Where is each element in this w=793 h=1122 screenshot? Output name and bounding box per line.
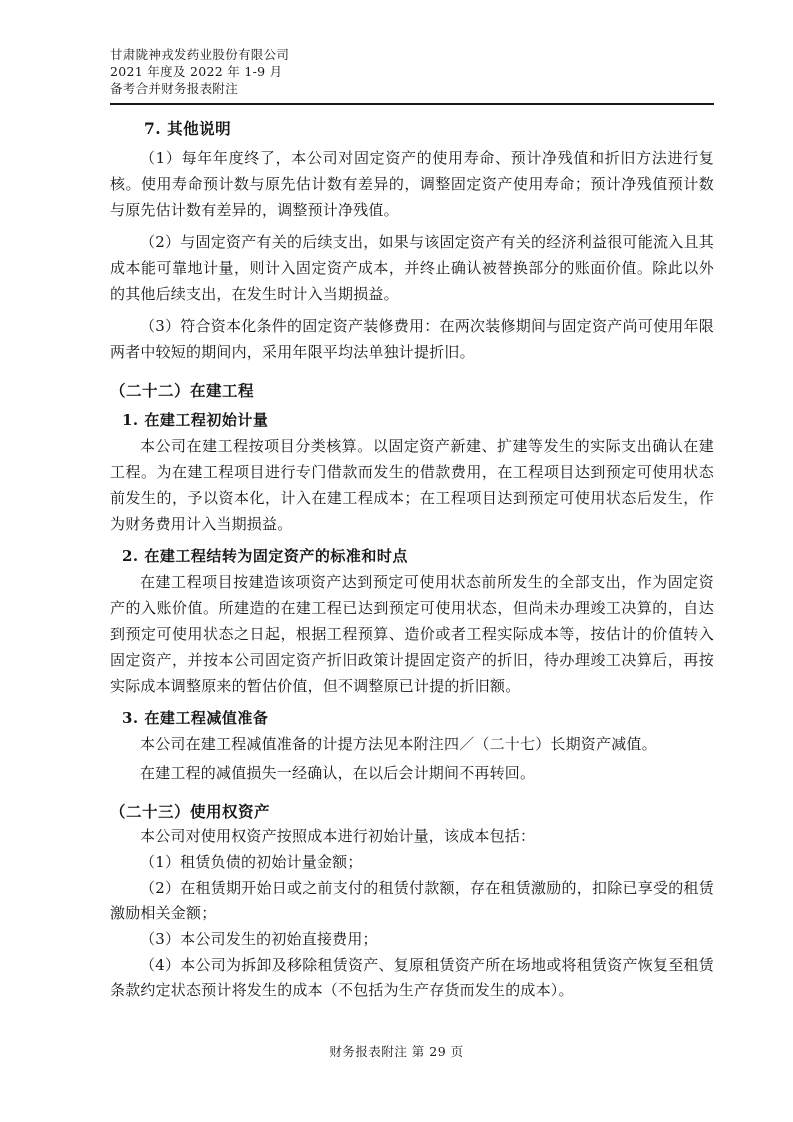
page-content xyxy=(110,46,714,1004)
header-report-period: 2021 年度及 2022 年 1-9 月 xyxy=(110,64,283,79)
subheading-cip-impairment: 3. 在建工程减值准备 xyxy=(122,709,269,727)
footer-page-label: 财务报表附注 第 29 页 xyxy=(329,1044,464,1059)
doc-body xyxy=(110,117,714,1003)
paragraph-cip-initial-measurement: 本公司在建工程按项目分类核算。以固定资产新建、扩建等发生的实际支出确认在建工程。为在建工程项目进行专门借款而发生的借款费用，在工程项目达到预定可使用状态前发生的，予以资本化，计入在建工程成本；在工程项目达到预定可使用状态后发生，作为财务费用计入当期损益。 xyxy=(110,437,714,533)
heading-construction-in-progress: （二十二）在建工程 xyxy=(110,381,255,400)
heading-right-of-use-assets: （二十三）使用权资产 xyxy=(110,802,271,821)
paragraph-rou-intro: 本公司对使用权资产按照成本进行初始计量，该成本包括： xyxy=(140,827,536,845)
heading-other-notes: 7. 其他说明 xyxy=(144,119,232,138)
header-company-name: 甘肃陇神戎发药业股份有限公司 xyxy=(110,47,290,62)
subheading-cip-transfer-criteria: 2. 在建工程结转为固定资产的标准和时点 xyxy=(122,547,408,565)
page-footer xyxy=(0,1042,793,1060)
paragraph-cip-impairment-2: 在建工程的减值损失一经确认，在以后会计期间不再转回。 xyxy=(140,764,536,782)
paragraph-other-notes-1: （1）每年年度终了，本公司对固定资产的使用寿命、预计净残值和折旧方法进行复核。使用寿命预计数与原先估计数有差异的，调整固定资产使用寿命；预计净残值预计数与原先估计数有差异的，调整预计净残值。 xyxy=(110,149,714,219)
paragraph-rou-item-3: （3）本公司发生的初始直接费用； xyxy=(140,930,378,948)
paragraph-other-notes-3: （3）符合资本化条件的固定资产装修费用：在两次装修期间与固定资产尚可使用年限两者中较短的期间内，采用年限平均法单独计提折旧。 xyxy=(110,317,714,361)
subheading-cip-initial-measurement: 1. 在建工程初始计量 xyxy=(122,411,269,429)
paragraph-cip-impairment-1: 本公司在建工程减值准备的计提方法见本附注四／（二十七）长期资产减值。 xyxy=(140,735,657,753)
paragraph-rou-item-4: （4）本公司为拆卸及移除租赁资产、复原租赁资产所在场地或将租赁资产恢复至租赁条款约定状态预计将发生的成本（不包括为生产存货而发生的成本）。 xyxy=(110,956,714,999)
doc-header xyxy=(110,46,714,105)
header-doc-title: 备考合并财务报表附注 xyxy=(110,81,239,96)
paragraph-rou-item-2: （2）在租赁期开始日或之前支付的租赁付款额，存在租赁激励的，扣除已享受的租赁激励相关金额； xyxy=(110,879,714,922)
paragraph-cip-transfer-criteria: 在建工程项目按建造该项资产达到预定可使用状态前所发生的全部支出，作为固定资产的入账价值。所建造的在建工程已达到预定可使用状态，但尚未办理竣工决算的，自达到预定可使用状态之日起，根据工程预算、造价或者工程实际成本等，按估计的价值转入固定资产，并按本公司固定资产折旧政策计提固定资产的折旧，待办理竣工决算后，再按实际成本调整原来的暂估价值，但不调整原已计提的折旧额。 xyxy=(110,573,714,695)
paragraph-rou-item-1: （1）租赁负债的初始计量金额； xyxy=(140,853,363,871)
paragraph-other-notes-2: （2）与固定资产有关的后续支出，如果与该固定资产有关的经济利益很可能流入且其成本能可靠地计量，则计入固定资产成本，并终止确认被替换部分的账面价值。除此以外的其他后续支出，在发生时计入当期损益。 xyxy=(110,233,714,303)
